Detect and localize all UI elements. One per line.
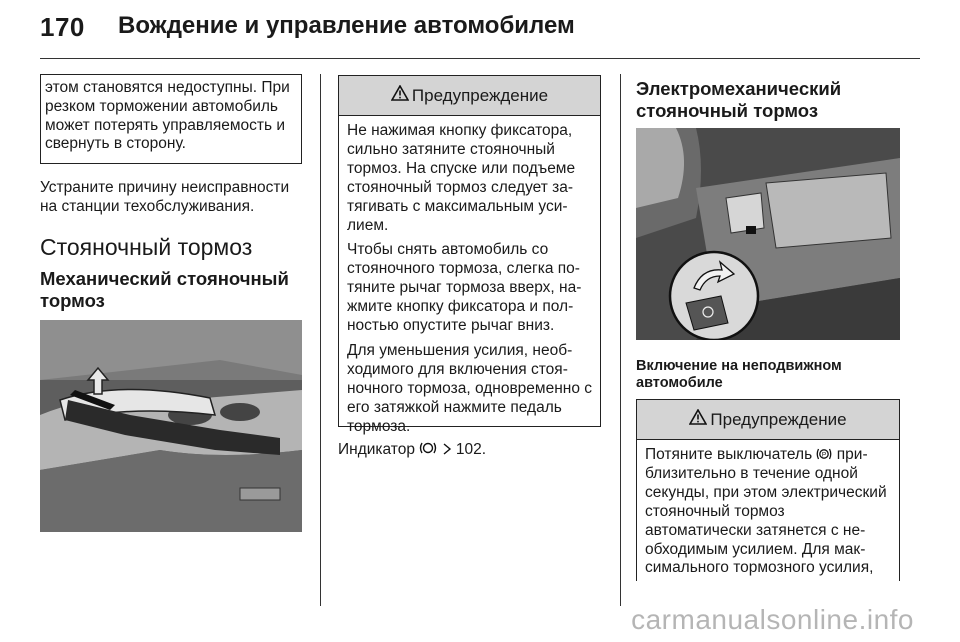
figure-caption: Включение на неподвижном автомобиле — [636, 358, 842, 391]
continued-warning-box — [40, 74, 302, 164]
warning-header — [339, 76, 600, 116]
warning-text-part1: Потяните выключатель — [645, 446, 813, 463]
subsection-title-mechanical: Механический стояночный тормоз — [40, 268, 289, 311]
warning-title-electric: Предупреждение — [710, 409, 847, 429]
warning-box-mechanical — [338, 75, 601, 435]
page-header-title: Вождение и управление автомобилем — [118, 12, 575, 39]
continued-warning-text: этом становятся недоступны. При резком торможении автомобиль может потерять управляемость и свернуть в сторону. — [45, 79, 290, 153]
column-divider-right — [620, 74, 621, 606]
parking-brake-switch-icon — [816, 446, 836, 463]
warning-text-part2: приблизительно в течение одной секунды, при этом электрический стояночный тормоз автоматически затянется с необходимым усилием. Для максимального тормозного усилия, — [645, 446, 887, 577]
header-rule — [40, 58, 920, 59]
warning-paragraph-2: Чтобы снять автомобиль со стояночного тормоза, слегка потяните рычаг тормоза вверх, нажмите кнопку фиксатора и полностью опустите рычаг вниз. — [347, 241, 582, 335]
warning-paragraph-3: Для уменьшения усилия, необходимого для включения стояночного тормоза, одновременно с его затяжкой нажмите педаль тормоза. — [347, 341, 592, 435]
subsection-title-electromechanical: Электромеханический стояночный тормоз — [636, 78, 842, 121]
indicator-reference — [338, 440, 608, 459]
mechanical-handbrake-figure — [40, 320, 302, 532]
indicator-page-ref[interactable]: 102. — [455, 441, 487, 458]
brake-indicator-icon — [419, 441, 441, 458]
warning-box-electric — [636, 399, 900, 581]
page-reference-arrow-icon — [442, 441, 456, 458]
warning-body-electric — [637, 440, 899, 578]
watermark: carmanualsonline.info — [631, 604, 914, 635]
electric-brake-illustration — [636, 128, 900, 340]
electric-brake-figure — [636, 128, 900, 340]
handbrake-illustration — [40, 320, 302, 532]
column-divider-left — [320, 74, 321, 606]
section-title-parking-brake: Стояночный тормоз — [40, 234, 253, 260]
warning-paragraph-1: Не нажимая кнопку фиксатора, сильно затяните стояночный тормоз. На спуске или подъеме стояночный тормоз следует затягивать с максимальным усилием. — [347, 122, 576, 234]
warning-title: Предупреждение — [411, 85, 549, 105]
page-number: 170 — [40, 12, 85, 42]
indicator-label: Индикатор — [338, 441, 415, 458]
warning-triangle-icon — [689, 409, 707, 430]
svg-text:P: P — [822, 451, 827, 459]
warning-header-electric — [637, 400, 899, 440]
repair-paragraph: Устраните причину неисправности на станции техобслуживания. — [40, 179, 290, 215]
warning-triangle-icon — [391, 85, 409, 106]
